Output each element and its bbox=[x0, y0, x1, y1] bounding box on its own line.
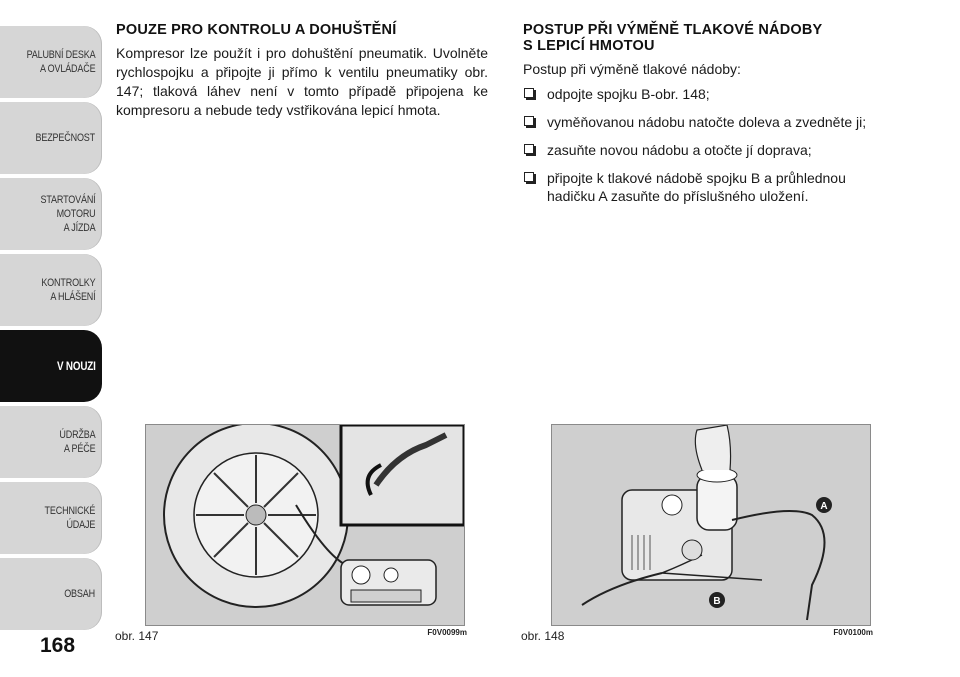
title-line-2: S LEPICÍ HMOTOU bbox=[523, 38, 655, 54]
page-number: 168 bbox=[40, 634, 76, 657]
tab-label: KONTROLKY A HLÁŠENÍ bbox=[41, 277, 96, 303]
tab-label: ÚDRŽBA A PÉČE bbox=[59, 429, 96, 455]
tire-compressor-illustration bbox=[145, 424, 465, 626]
label-a: A bbox=[820, 501, 828, 512]
checkbox-bullet-icon bbox=[524, 172, 534, 182]
list-item bbox=[523, 169, 895, 205]
tab-label: STARTOVÁNÍ MOTORU A JÍZDA bbox=[40, 194, 96, 234]
tire-compressor-drawing bbox=[146, 425, 464, 625]
tab-label: V NOUZI bbox=[56, 359, 96, 373]
step-text: zasuňte novou nádobu a otočte jí doprava; bbox=[547, 142, 812, 158]
section-body: Kompresor lze použít i pro dohuštění pneumatik. Uvolněte rychlospojku a připojte ji přímo k ventilu pneumatiky obr. 147; tlaková láhev není v tomto případě připojena ke kompresoru a nebude tedy vstřikována lepicí hmota. bbox=[116, 45, 488, 118]
step-text: vyměňovanou nádobu natočte doleva a zvedněte ji; bbox=[547, 114, 867, 130]
section-title bbox=[523, 22, 895, 54]
list-item bbox=[523, 141, 895, 159]
tab-label: TECHNICKÉ ÚDAJE bbox=[44, 505, 96, 531]
title-line-1: POSTUP PŘI VÝMĚNĚ TLAKOVÉ NÁDOBY bbox=[523, 22, 823, 38]
tab-label: BEZPEČNOST bbox=[35, 132, 96, 144]
figure-148 bbox=[521, 424, 873, 644]
figure-caption: obr. 147 bbox=[115, 629, 159, 643]
tab-label: PALUBNÍ DESKA A OVLÁDAČE bbox=[26, 49, 96, 75]
tab-startovani[interactable] bbox=[0, 178, 102, 250]
tab-v-nouzi[interactable] bbox=[0, 330, 102, 402]
figure-code: F0V0100m bbox=[833, 628, 873, 637]
section-container-replacement bbox=[523, 22, 895, 215]
tab-udrzba[interactable] bbox=[0, 406, 102, 478]
tab-bezpecnost[interactable] bbox=[0, 102, 102, 174]
container-replacement-drawing bbox=[552, 425, 870, 625]
figure-caption: obr. 148 bbox=[521, 629, 565, 643]
section-title: POUZE PRO KONTROLU A DOHUŠTĚNÍ bbox=[116, 22, 397, 38]
list-item bbox=[523, 113, 895, 131]
list-item bbox=[523, 85, 895, 103]
figure-code: F0V0099m bbox=[427, 628, 467, 637]
checkbox-bullet-icon bbox=[524, 116, 534, 126]
tab-technicke-udaje[interactable] bbox=[0, 482, 102, 554]
label-b: B bbox=[713, 596, 721, 607]
section-inflation-only bbox=[116, 22, 488, 120]
container-replacement-illustration bbox=[551, 424, 871, 626]
tab-obsah[interactable] bbox=[0, 558, 102, 630]
step-text: odpojte spojku B-obr. 148; bbox=[547, 86, 710, 102]
tab-kontrolky[interactable] bbox=[0, 254, 102, 326]
tab-label: OBSAH bbox=[64, 588, 96, 600]
checkbox-bullet-icon bbox=[524, 88, 534, 98]
section-intro: Postup při výměně tlakové nádoby: bbox=[523, 61, 741, 77]
steps-list bbox=[523, 85, 895, 205]
step-text: připojte k tlakové nádobě spojku B a průhlednou hadičku A zasuňte do příslušného uložení. bbox=[547, 170, 846, 204]
checkbox-bullet-icon bbox=[524, 144, 534, 154]
tab-palubni-deska[interactable] bbox=[0, 26, 102, 98]
figure-147 bbox=[115, 424, 467, 644]
